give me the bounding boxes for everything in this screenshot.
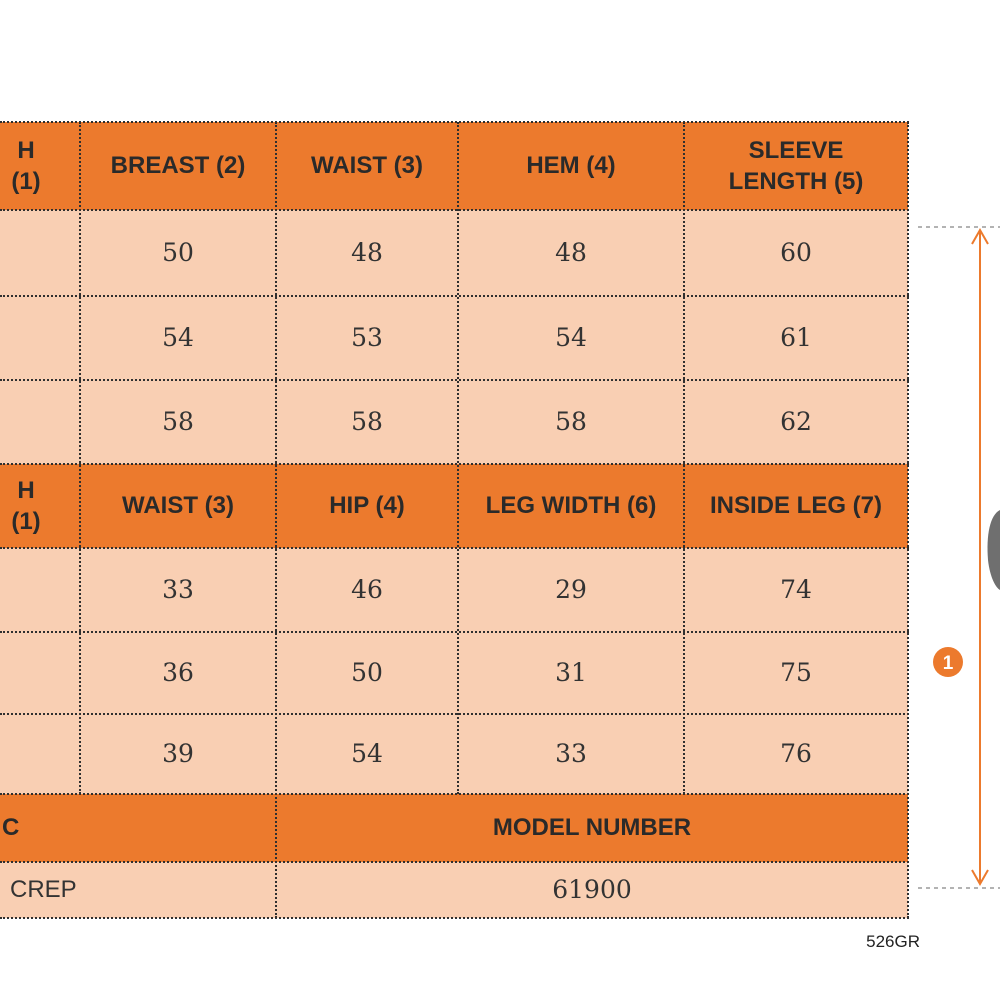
table-cell: 33: [458, 714, 684, 794]
col-header-hip: HIP (4): [276, 464, 458, 548]
table-cell: [0, 548, 80, 632]
table-cell: 50: [80, 210, 276, 296]
col-header-inside-leg: INSIDE LEG (7): [684, 464, 908, 548]
table-cell: [0, 296, 80, 380]
table-cell: 39: [80, 714, 276, 794]
table-cell: 60: [684, 210, 908, 296]
fabric-header: C: [0, 794, 276, 862]
table-cell: 54: [276, 714, 458, 794]
table-cell: [0, 632, 80, 714]
table-cell: 29: [458, 548, 684, 632]
product-code: 526GR: [866, 932, 920, 951]
table-cell: 54: [80, 296, 276, 380]
table-cell: 58: [458, 380, 684, 464]
col-header-length: H (1): [0, 122, 80, 210]
table-cell: 61: [684, 296, 908, 380]
col-header-hem: HEM (4): [458, 122, 684, 210]
table-cell: 50: [276, 632, 458, 714]
col-header-length: H (1): [0, 464, 80, 548]
col-header-waist: WAIST (3): [276, 122, 458, 210]
table-cell: 62: [684, 380, 908, 464]
table-cell: 58: [80, 380, 276, 464]
table-cell: 58: [276, 380, 458, 464]
table-cell: 31: [458, 632, 684, 714]
length-arrow-icon: [972, 230, 988, 884]
table-cell: 75: [684, 632, 908, 714]
table-cell: 53: [276, 296, 458, 380]
garment-silhouette-icon: [988, 510, 1000, 590]
table-cell: [0, 210, 80, 296]
model-number-header: MODEL NUMBER: [276, 794, 908, 862]
col-header-leg-width: LEG WIDTH (6): [458, 464, 684, 548]
col-header-breast: BREAST (2): [80, 122, 276, 210]
fabric-value: CREP: [0, 862, 276, 918]
measurement-diagram: [910, 210, 1000, 910]
col-header-sleeve-length: SLEEVE LENGTH (5): [684, 122, 908, 210]
table-cell: 54: [458, 296, 684, 380]
model-number-value: 61900: [276, 862, 908, 918]
table-cell: 76: [684, 714, 908, 794]
table-cell: [0, 380, 80, 464]
table-cell: 48: [276, 210, 458, 296]
marker-1-label: 1: [942, 653, 954, 674]
table-cell: 36: [80, 632, 276, 714]
table-cell: 48: [458, 210, 684, 296]
table-cell: 33: [80, 548, 276, 632]
table-cell: 46: [276, 548, 458, 632]
table-cell: [0, 714, 80, 794]
table-cell: 74: [684, 548, 908, 632]
col-header-waist: WAIST (3): [80, 464, 276, 548]
